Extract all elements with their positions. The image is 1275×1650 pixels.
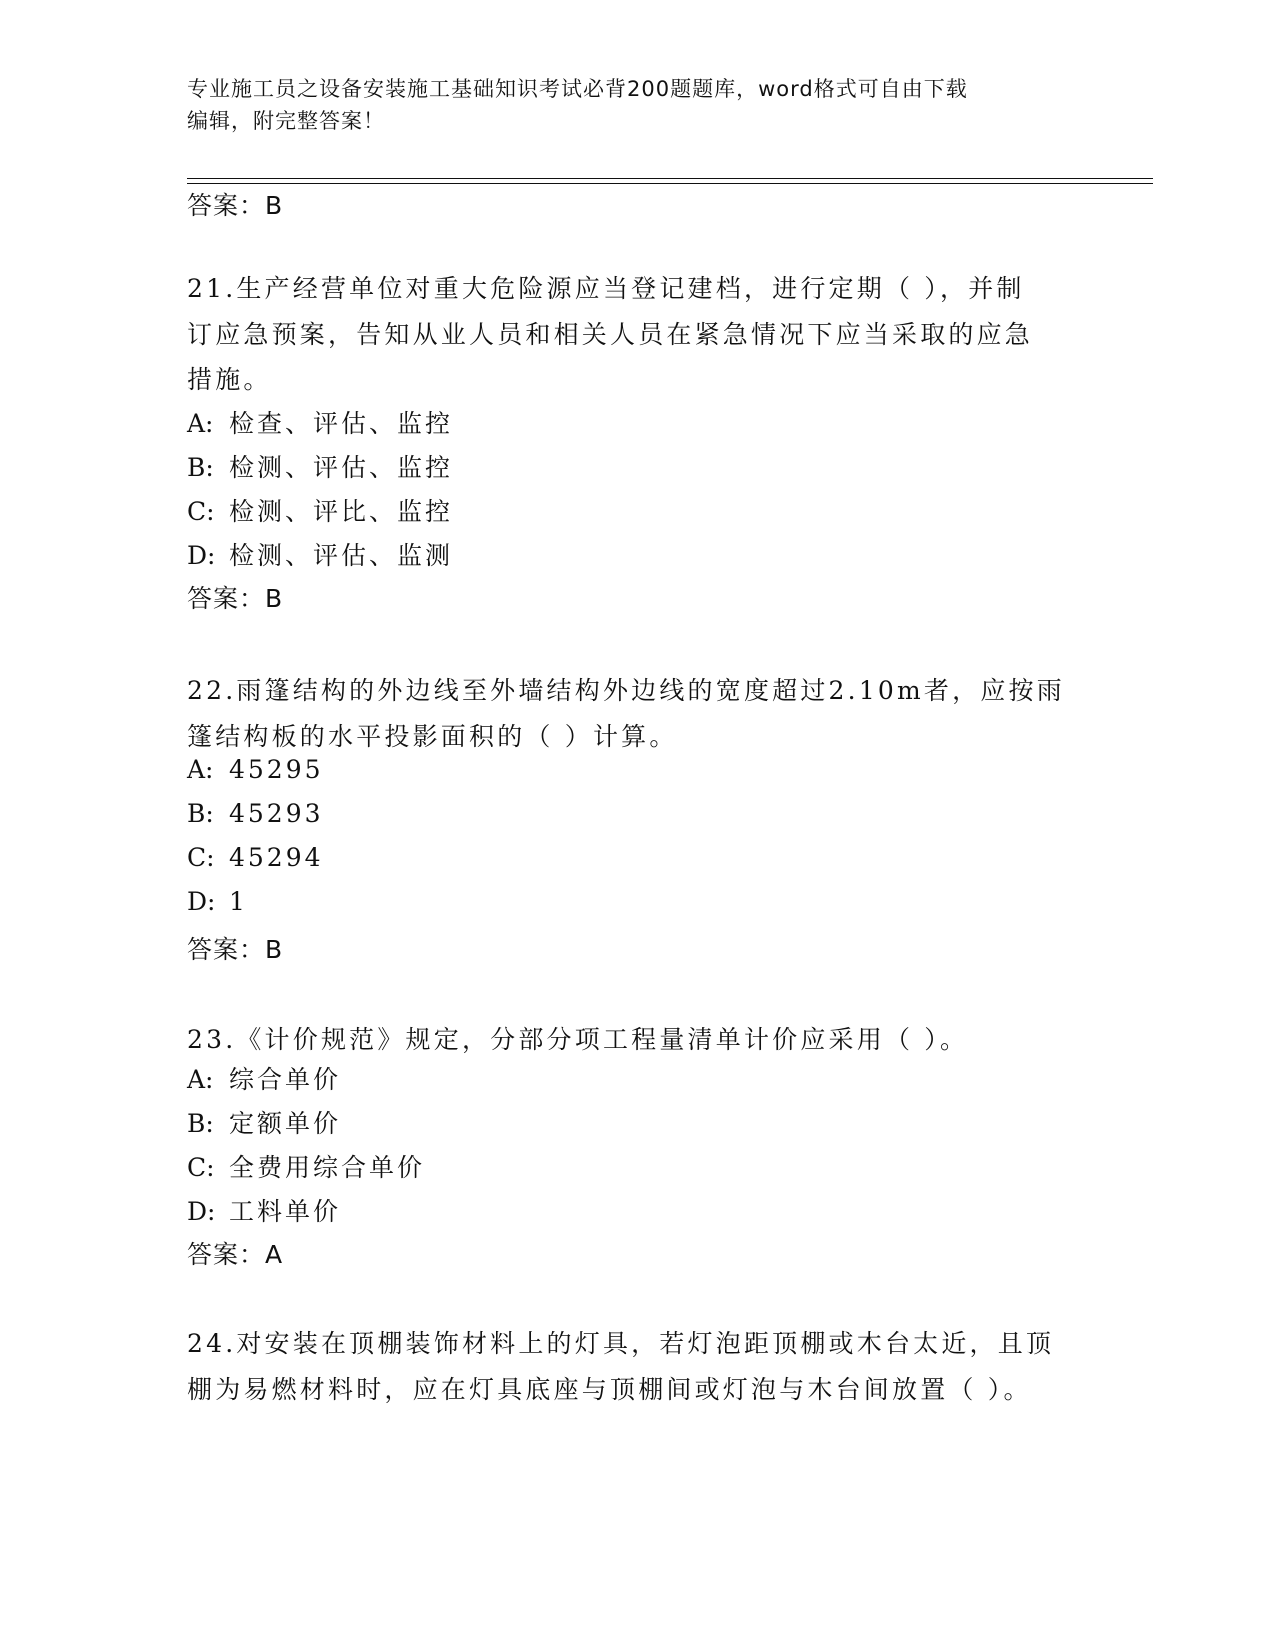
question-21-answer: 答案：B [187, 584, 284, 613]
option-key: B: [187, 453, 214, 482]
question-22-stem [187, 668, 1087, 759]
question-stem-line: 23.《计价规范》规定，分部分项工程量清单计价应采用（ ）。 [187, 1025, 969, 1054]
header-divider-top [187, 178, 1153, 179]
question-22-option-b [187, 799, 324, 828]
option-key: A: [187, 409, 214, 438]
option-key: A: [187, 755, 214, 784]
option-key: B: [187, 1109, 214, 1138]
option-text: 45295 [229, 755, 324, 784]
question-stem-line: 订应急预案，告知从业人员和相关人员在紧急情况下应当采取的应急 [187, 319, 1034, 349]
question-23-option-d [187, 1192, 341, 1228]
header-divider-bottom [187, 183, 1153, 184]
question-23-option-c [187, 1148, 425, 1184]
question-stem-line: 棚为易燃材料时，应在灯具底座与顶棚间或灯泡与木台间放置（ ）。 [187, 1374, 1032, 1404]
option-text: 1 [229, 887, 248, 916]
option-text: 工料单价 [229, 1197, 342, 1226]
question-23-option-a [187, 1060, 341, 1096]
option-text: 定额单价 [229, 1109, 342, 1138]
question-21-option-d [187, 536, 453, 572]
option-key: C: [187, 497, 215, 526]
question-22-option-a [187, 755, 324, 784]
question-stem-line: 24.对安装在顶棚装饰材料上的灯具，若灯泡距顶棚或木台太近，且顶 [187, 1329, 1055, 1358]
previous-answer: 答案：B [187, 191, 284, 220]
option-text: 检测、评比、监控 [229, 497, 454, 526]
question-21-option-a [187, 404, 453, 440]
question-stem-line: 22.雨篷结构的外边线至外墙结构外边线的宽度超过2.10m者，应按雨 [187, 676, 1065, 705]
question-23-stem [187, 1017, 1087, 1063]
question-stem-line: 篷结构板的水平投影面积的（ ）计算。 [187, 721, 678, 751]
header-line-2: 编辑，附完整答案！ [187, 109, 385, 133]
document-header [187, 73, 1067, 137]
question-22-answer: 答案：B [187, 935, 284, 964]
option-key: D: [187, 1197, 216, 1226]
question-stem-line: 措施。 [187, 365, 272, 394]
question-21-stem [187, 266, 1087, 403]
question-22-option-d [187, 887, 248, 916]
option-text: 检查、评估、监控 [229, 409, 454, 438]
question-21-option-b [187, 448, 453, 484]
option-text: 检测、评估、监控 [229, 453, 454, 482]
option-key: C: [187, 1153, 215, 1182]
question-23-option-b [187, 1104, 341, 1140]
question-24-stem [187, 1321, 1087, 1412]
option-key: B: [187, 799, 214, 828]
option-text: 检测、评估、监测 [229, 541, 454, 570]
question-22-option-c [187, 843, 324, 872]
option-key: D: [187, 887, 216, 916]
option-key: C: [187, 843, 215, 872]
option-text: 全费用综合单价 [229, 1153, 426, 1182]
question-stem-line: 21.生产经营单位对重大危险源应当登记建档，进行定期（ ），并制 [187, 274, 1025, 303]
option-key: D: [187, 541, 216, 570]
question-23-answer: 答案：A [187, 1240, 284, 1269]
question-21-option-c [187, 492, 453, 528]
header-line-1: 专业施工员之设备安装施工基础知识考试必背200题题库，word格式可自由下载 [187, 77, 968, 101]
option-text: 综合单价 [229, 1065, 342, 1094]
option-text: 45293 [229, 799, 324, 828]
option-key: A: [187, 1065, 214, 1094]
option-text: 45294 [229, 843, 324, 872]
